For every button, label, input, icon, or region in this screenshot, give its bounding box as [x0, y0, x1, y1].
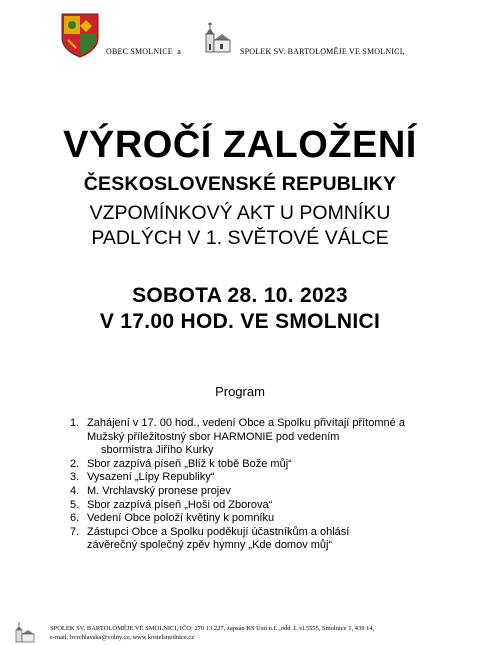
program-heading: Program	[215, 384, 265, 399]
list-item: 3. Vysazení „Lípy Republiky“	[70, 471, 215, 484]
program-list	[70, 417, 440, 553]
list-item: 4. M. Vrchlavský pronese projev	[70, 484, 231, 497]
list-item: 7. Zástupci Obce a Spolku poděkují účastníkům a ohlásí závěrečný společný zpěv hymny „Kde domov můj“	[70, 525, 350, 552]
list-item: 6. Vedení Obce položí květiny k pomníku	[70, 512, 275, 525]
footer-address: SPOLEK SV. BARTOLOMĚJE VE SMOLNICI, IČO: 270 13 227, zapsán KS Ústí n.L.,odd .L vl.5555, Smolnice 1, 439 14,	[50, 625, 375, 632]
footer-contact: e-mail: hvrchlavska@volny.cz, www.kostelsmolnice.cz	[50, 634, 195, 641]
footer-church-icon	[14, 621, 36, 643]
list-item: 5. Sbor zazpívá píseň „Hoši od Zborova“	[70, 498, 273, 511]
main-title: VÝROČÍ ZALOŽENÍ	[63, 124, 417, 166]
subtitle-fallen: PADLÝCH V 1. SVĚTOVÉ VÁLCE	[91, 227, 389, 249]
association-label: SPOLEK SV. BARTOLOMĚJE VE SMOLNICI,	[240, 47, 405, 56]
event-time-place: V 17.00 HOD. VE SMOLNICI	[99, 310, 381, 333]
coat-of-arms-emblem	[60, 12, 100, 58]
event-date: SOBOTA 28. 10. 2023	[132, 284, 348, 307]
subtitle-memorial: VZPOMÍNKOVÝ AKT U POMNÍKU	[89, 202, 391, 224]
municipality-label: OBEC SMOLNICE a	[106, 47, 181, 56]
church-icon	[203, 20, 231, 54]
list-item: 1. Zahájení v 17. 00 hod., vedení Obce a Spolku přivítají přítomné a Mužský příležitostný sbor HARMONIE pod vedením sbormistra Jiřího Kurky	[70, 417, 405, 457]
list-item: 2. Sbor zazpívá píseň „Blíž k tobě Bože můj“	[70, 457, 292, 470]
subtitle-republic: ČESKOSLOVENSKÉ REPUBLIKY	[83, 173, 397, 195]
